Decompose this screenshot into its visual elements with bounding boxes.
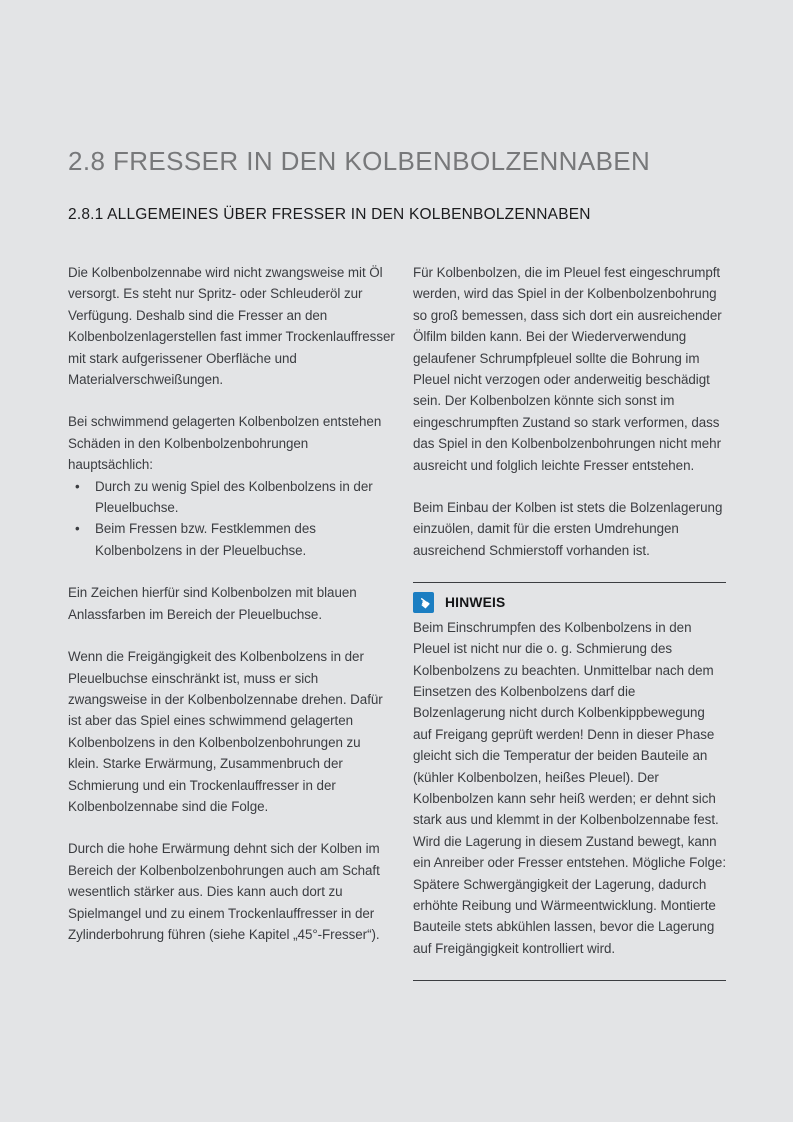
hinweis-note <box>413 582 726 981</box>
left-paragraph-3: Ein Zeichen hierfür sind Kolbenbolzen mit blauen Anlassfarben im Bereich der Pleuelbuchse. <box>68 585 357 622</box>
list-item <box>68 476 395 519</box>
pointing-hand-glyph: ☚ <box>414 592 435 614</box>
left-paragraph-5: Durch die hohe Erwärmung dehnt sich der Kolben im Bereich der Kolbenbolzenbohrungen auch am Schaft wesentlich stärker aus. Dies kann auch dort zu Spielmangel und zu einem Trockenlauffresser in der Zylinderbohrung führen (siehe Kapitel „45°-Fresser“). <box>68 841 380 942</box>
right-paragraph-1: Für Kolbenbolzen, die im Pleuel fest eingeschrumpft werden, wird das Spiel in der Kolbenbolzenbohrung so groß bemessen, dass sich dort ein ausreichender Ölfilm bilden kann. Bei der Wiederverwendung gelaufener Schrumpfpleuel sollte die Bohrung im Pleuel nicht verzogen oder anderweitig beschädigt sein. Der Kolbenbolzen könnte sich sonst im eingeschrumpften Zustand so stark verformen, dass das Spiel in den Kolbenbolzenbohrungen nicht mehr ausreicht und folglich leichte Fresser entstehen. <box>413 265 722 473</box>
note-label: HINWEIS <box>445 595 506 611</box>
bullet-dot: • <box>75 521 80 537</box>
cause-bullet-list <box>68 476 395 562</box>
note-header <box>413 592 726 613</box>
right-paragraph-2: Beim Einbau der Kolben ist stets die Bolzenlagerung einzuölen, damit für die ersten Umdrehungen ausreichend Schmierstoff vorhanden ist. <box>413 500 723 558</box>
left-column <box>68 262 395 966</box>
right-column <box>413 262 726 981</box>
note-text: Beim Einschrumpfen des Kolbenbolzens in den Pleuel ist nicht nur die o. g. Schmierung des Kolbenbolzens zu beachten. Unmittelbar nach dem Einsetzen des Kolbenbolzens darf die Bolzenlagerung nicht durch Kolbenkippbewegung auf Freigang geprüft werden! Denn in dieser Phase gleicht sich die Temperatur der beiden Bauteile an (kühler Kolbenbolzen, heißes Pleuel). Der Kolbenbolzen kann sehr heiß werden; er dehnt sich stark aus und klemmt in der Kolbenbolzennabe fest. Wird die Lagerung in diesem Zustand bewegt, kann ein Anreiber oder Fresser entstehen. Mögliche Folge: Spätere Schwergängigkeit der Lagerung, dadurch erhöhte Reibung und Wärmeentwicklung. Montierte Bauteile stets abkühlen lassen, bevor die Lagerung auf Freigängigkeit kontrolliert wird. <box>413 619 726 956</box>
list-item <box>68 518 395 561</box>
list-item-text: Durch zu wenig Spiel des Kolbenbolzens in der Pleuelbuchse. <box>95 478 373 516</box>
list-item-text: Beim Fressen bzw. Festklemmen des Kolbenbolzens in der Pleuelbuchse. <box>95 521 316 558</box>
note-top-rule <box>413 582 726 583</box>
bullet-dot: • <box>75 478 80 494</box>
note-bottom-rule <box>413 980 726 981</box>
subsection-title: 2.8.1 ALLGEMEINES ÜBER FRESSER IN DEN KOLBENBOLZENNABEN <box>68 206 591 223</box>
left-paragraph-4: Wenn die Freigängigkeit des Kolbenbolzens in der Pleuelbuchse einschränkt ist, muss er sich zwangsweise in der Kolbenbolzennabe drehen. Dafür ist aber das Spiel eines schwimmend gelagerten Kolbenbolzens in den Kolbenbolzenbohrungen zu klein. Starke Erwärmung, Zusammenbruch der Schmierung und ein Trockenlauffresser in der Kolbenbolzennabe sind die Folge. <box>68 649 383 814</box>
left-paragraph-1: Die Kolbenbolzennabe wird nicht zwangsweise mit Öl versorgt. Es steht nur Spritz- oder Schleuderöl zur Verfügung. Deshalb sind die Fresser an den Kolbenbolzenlagerstellen fast immer Trockenlauffresser mit stark aufgerissener Oberfläche und Materialverschweißungen. <box>68 265 395 388</box>
left-paragraph-2-intro: Bei schwimmend gelagerten Kolbenbolzen entstehen Schäden in den Kolbenbolzenbohrungen hauptsächlich: <box>68 414 382 473</box>
pointing-hand-icon <box>413 592 434 613</box>
section-title: 2.8 FRESSER IN DEN KOLBENBOLZENNABEN <box>68 146 651 176</box>
